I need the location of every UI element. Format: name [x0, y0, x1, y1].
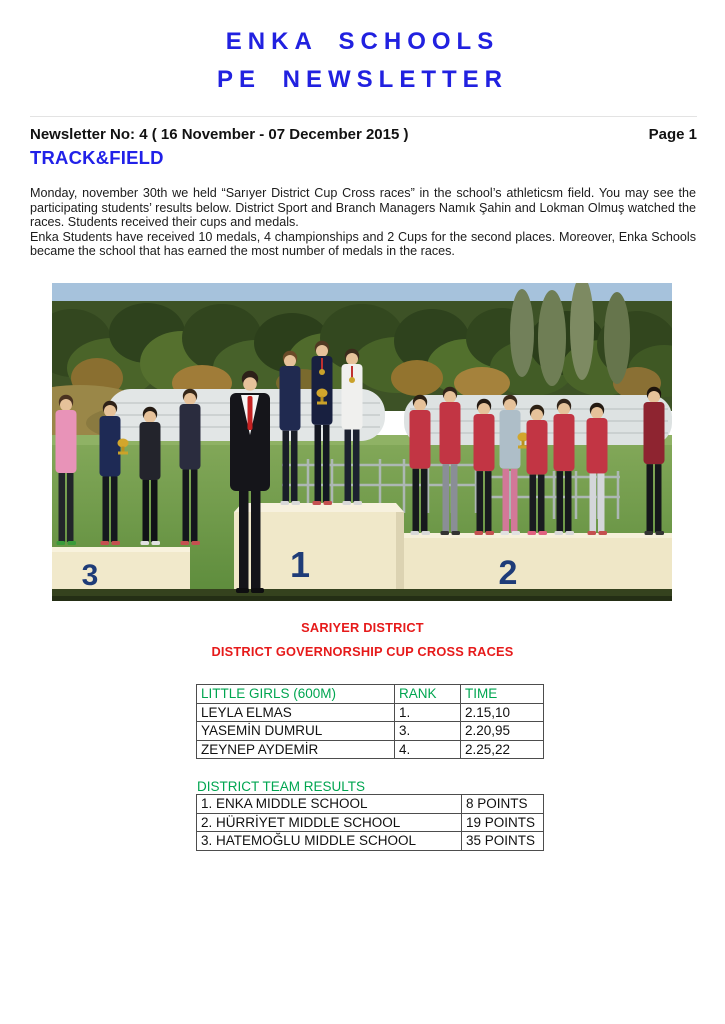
- header-cell: TIME: [461, 685, 544, 704]
- team-results-heading: DISTRICT TEAM RESULTS: [197, 779, 366, 794]
- event-photo-illustration: [52, 283, 672, 601]
- paragraph: Monday, november 30th we held “Sarıyer District Cup Cross races” in the school’s athleticsm field. You may see the participating students’ results below. District Sport and Branch Managers Namık Şahin and Lokman Olmuş watched the races. Students received their cups and medals.: [30, 186, 696, 229]
- paragraph: Enka Students have received 10 medals, 4 championships and 2 Cups for the second places. Moreover, Enka Schools became the school that has earned the most number of medals in the races.: [30, 229, 696, 258]
- body-text: [30, 186, 696, 259]
- little-girls-table: [196, 684, 544, 759]
- page-subtitle: PE NEWSLETTER: [216, 66, 508, 93]
- table-cell: 2. HÜRRİYET MIDDLE SCHOOL: [197, 813, 462, 832]
- table-cell: 4.: [395, 740, 461, 759]
- race-heading: DISTRICT GOVERNORSHIP CUP CROSS RACES: [211, 644, 514, 659]
- table-row: [197, 722, 544, 741]
- event-photo: [52, 283, 672, 601]
- table-cell: 3. HATEMOĞLU MIDDLE SCHOOL: [197, 832, 462, 851]
- team-results-table: [196, 794, 544, 851]
- table-cell: 1. ENKA MIDDLE SCHOOL: [197, 795, 462, 814]
- table-row: [197, 813, 544, 832]
- table-row: [197, 832, 544, 851]
- table-header-row: [197, 685, 544, 704]
- foreground-grass-shadow: [52, 596, 672, 601]
- podium-number-1: 1: [289, 544, 311, 585]
- podium-number-2: 2: [498, 554, 518, 592]
- table-cell: 1.: [395, 703, 461, 722]
- table-cell: 19 POINTS: [462, 813, 544, 832]
- newsletter-header-row: [30, 116, 697, 143]
- table-cell: 2.25,22: [461, 740, 544, 759]
- header-cell: RANK: [395, 685, 461, 704]
- table-cell: YASEMİN DUMRUL: [197, 722, 395, 741]
- newsletter-issue-label: Newsletter No: 4 ( 16 November - 07 December 2015 ): [30, 126, 409, 143]
- table-cell: 35 POINTS: [462, 832, 544, 851]
- table-cell: 8 POINTS: [462, 795, 544, 814]
- podium-number-3: 3: [81, 559, 99, 592]
- table-row: [197, 703, 544, 722]
- table-cell: ZEYNEP AYDEMİR: [197, 740, 395, 759]
- section-title: TRACK&FIELD: [30, 147, 164, 168]
- header-cell: LITTLE GIRLS (600M): [197, 685, 395, 704]
- table-cell: 3.: [395, 722, 461, 741]
- page-title: ENKA SCHOOLS: [225, 28, 500, 55]
- table-cell: 2.15,10: [461, 703, 544, 722]
- table-cell: 2.20,95: [461, 722, 544, 741]
- table-row: [197, 740, 544, 759]
- table-cell: LEYLA ELMAS: [197, 703, 395, 722]
- page-number: Page 1: [648, 126, 697, 143]
- table-row: [197, 795, 544, 814]
- district-heading: SARIYER DISTRICT: [301, 620, 424, 635]
